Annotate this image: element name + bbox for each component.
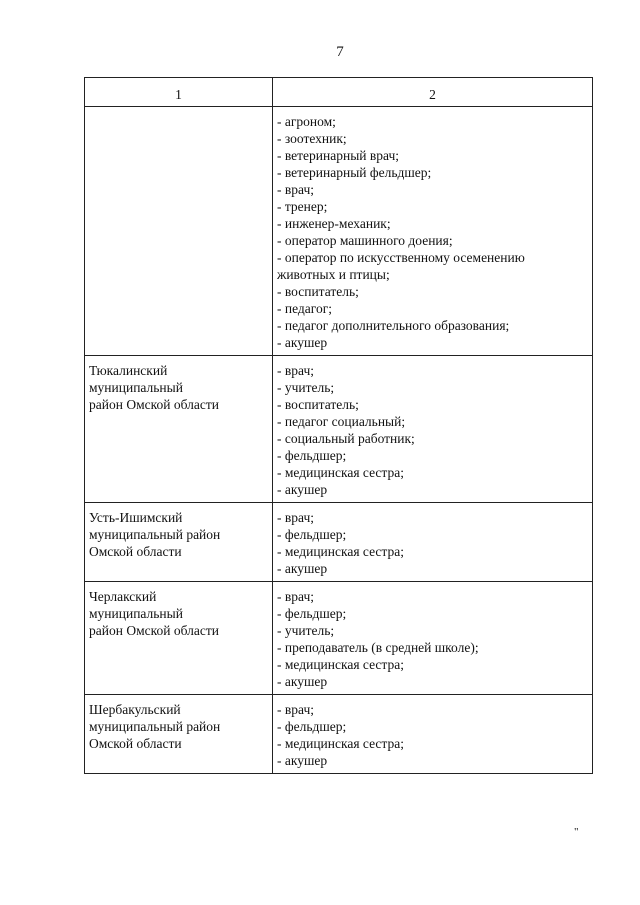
- profession-item: - медицинская сестра;: [277, 657, 404, 672]
- table-body: [85, 107, 593, 774]
- region-name-line: муниципальный район: [89, 719, 221, 734]
- region-name-line: Черлакский: [89, 589, 157, 604]
- profession-item: - фельдшер;: [277, 606, 347, 621]
- region-name-line: муниципальный: [89, 380, 183, 395]
- table-row: [85, 503, 593, 582]
- region-cell: [85, 107, 273, 356]
- profession-item: - воспитатель;: [277, 284, 359, 299]
- region-name-line: Шербакульский: [89, 702, 181, 717]
- region-cell: [85, 503, 273, 582]
- profession-item: - учитель;: [277, 380, 335, 395]
- profession-item: - оператор машинного доения;: [277, 233, 453, 248]
- profession-item: - зоотехник;: [277, 131, 347, 146]
- region-name-line: Усть-Ишимский: [89, 510, 183, 525]
- profession-item: - медицинская сестра;: [277, 465, 404, 480]
- profession-item: - врач;: [277, 589, 314, 604]
- profession-item: - фельдшер;: [277, 448, 347, 463]
- professions-cell: [273, 107, 593, 356]
- region-name-line: Омской области: [89, 544, 182, 559]
- profession-item: - акушер: [277, 482, 328, 497]
- profession-item: - педагог дополнительного образования;: [277, 318, 510, 333]
- profession-item: - преподаватель (в средней школе);: [277, 640, 479, 655]
- region-cell: [85, 695, 273, 774]
- professions-cell: [273, 356, 593, 503]
- region-name-line: Омской области: [89, 736, 182, 751]
- profession-item: животных и птицы;: [277, 267, 390, 282]
- profession-item: - оператор по искусственному осеменению: [277, 250, 525, 265]
- profession-item: - акушер: [277, 753, 328, 768]
- table-row: [85, 582, 593, 695]
- profession-item: - социальный работник;: [277, 431, 415, 446]
- region-cell: [85, 356, 273, 503]
- professions-cell: [273, 582, 593, 695]
- profession-item: - акушер: [277, 674, 328, 689]
- table-row: [85, 356, 593, 503]
- professions-table: [84, 77, 593, 774]
- column-header-2: 2: [273, 78, 593, 107]
- profession-item: - тренер;: [277, 199, 328, 214]
- table-row: [85, 695, 593, 774]
- region-name-line: муниципальный: [89, 606, 183, 621]
- region-name-line: Тюкалинский: [89, 363, 168, 378]
- region-cell: [85, 582, 273, 695]
- profession-item: - ветеринарный фельдшер;: [277, 165, 432, 180]
- profession-item: - фельдшер;: [277, 527, 347, 542]
- profession-item: - учитель;: [277, 623, 335, 638]
- table-row: [85, 107, 593, 356]
- professions-cell: [273, 695, 593, 774]
- profession-item: - медицинская сестра;: [277, 736, 404, 751]
- profession-item: - медицинская сестра;: [277, 544, 404, 559]
- page-number: 7: [336, 44, 344, 60]
- closing-quote-mark: ": [574, 826, 579, 838]
- profession-item: - ветеринарный врач;: [277, 148, 400, 163]
- profession-item: - воспитатель;: [277, 397, 359, 412]
- region-name-line: район Омской области: [89, 623, 219, 638]
- profession-item: - агроном;: [277, 114, 336, 129]
- profession-item: - фельдшер;: [277, 719, 347, 734]
- profession-item: - врач;: [277, 702, 314, 717]
- profession-item: - инженер-механик;: [277, 216, 391, 231]
- table-header-row: [85, 78, 593, 107]
- profession-item: - педагог;: [277, 301, 333, 316]
- profession-item: - врач;: [277, 363, 314, 378]
- region-name-line: район Омской области: [89, 397, 219, 412]
- profession-item: - врач;: [277, 510, 314, 525]
- profession-item: - акушер: [277, 335, 328, 350]
- profession-item: - врач;: [277, 182, 314, 197]
- professions-cell: [273, 503, 593, 582]
- profession-item: - акушер: [277, 561, 328, 576]
- profession-item: - педагог социальный;: [277, 414, 406, 429]
- column-header-1: 1: [85, 78, 273, 107]
- region-name-line: муниципальный район: [89, 527, 221, 542]
